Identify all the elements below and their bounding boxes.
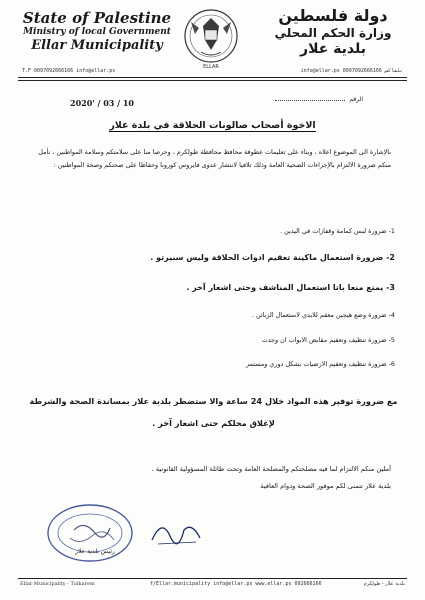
closure-warning [28, 390, 399, 434]
footer-left: Ellar Municipality - Tulkarem [20, 581, 95, 587]
reference-label: الرقم [349, 96, 363, 103]
instruction-item: 2- ضرورة استعمال ماكينة تعقيم ادوات الحلاقة وليس سبيرتو . [150, 253, 395, 262]
footer-right: بلدية علار - طولكرم [363, 581, 405, 587]
closure-warning-line1: مع ضرورة توفير هذه المواد خلال 24 ساعة والا ستضطر بلدية علار بمساندة الصحة والشرطة [29, 396, 398, 406]
letterhead-english [22, 10, 172, 53]
letterhead-municipality-en: Ellar Municipality [31, 38, 163, 53]
letterhead-ministry-ar: وزارة الحكم المحلي [274, 26, 392, 40]
signature-icon [148, 512, 208, 552]
letterhead-municipality-ar: بلدية علار [300, 41, 366, 57]
letterhead-arabic [263, 6, 403, 58]
municipality-emblem-icon [177, 6, 245, 70]
header-divider-thin [18, 80, 407, 81]
instruction-item: 3- يمنع منعا باتا استعمال المناشف وحتى اشعار آخر . [186, 283, 395, 292]
letterhead-contact-ar: info@ellar.ps 0097092666166 تلفاكس [300, 68, 403, 74]
instruction-item: 5- ضرورة تنظيف وتعقيم مقابض الابواب ان وجدت [261, 336, 395, 344]
letter-title [20, 120, 405, 131]
letter-intro: بالإشارة الى الموضوع اعلاه ، وبناء على تعليمات عطوفة محافظ محافظة طولكرم ، وحرصا منا على سلامتكم وسلامة المواطنين ، نأمل منكم ضرورة الالتزام بالإجراءات الصحية العامة وذلك تلافيا لانتشار عدوى فايروس كورونا وحفاظا على صحتكم وصحة المواطنين : [38, 148, 391, 169]
letterhead-ministry-en: Ministry of local Government [23, 27, 171, 37]
signature-title: رئيس بلدية علار [75, 548, 115, 555]
closing-line1: آملين منكم الالتزام لما فيه مصلحتكم والمصلحة العامة وتحت طائلة المسؤولية القانونية . [151, 465, 391, 473]
instruction-item: 4- ضرورة وضع هيجين معقم للايدي لاستعمال الزبائن . [251, 311, 395, 319]
letterhead-contact-en: T.F 0097092666166 info@ellar.ps [22, 68, 116, 74]
closing-line2: بلدية علار تتمنى لكم موفور الصحة ودوام العافية [260, 482, 391, 490]
instruction-item: 1- ضرورة لبس كمامة وقفازات في اليدين . [280, 227, 395, 235]
reference-blank [275, 100, 345, 101]
letterhead-state-ar: دولة فلسطين [278, 6, 388, 25]
svg-text:ELLAR: ELLAR [203, 64, 219, 70]
footer-divider [18, 578, 407, 579]
official-stamp-icon [44, 500, 136, 566]
reference-number [275, 96, 363, 103]
instruction-item: 6- ضرورة تنظيف وتعقيم الارضيات بشكل دوري ومستمر [246, 360, 395, 368]
footer-contacts: f/Ellar.municipality info@ellar.ps www.ellar.ps 092666166 [150, 581, 322, 587]
closure-warning-line2: لإغلاق محلكم حتى اشعار آخر . [152, 418, 275, 428]
letter-date: 2020' / 03 / 10 [70, 98, 134, 108]
letter-title-text: الاخوة أصحاب صالونات الحلاقة في بلدة علار [109, 120, 316, 131]
letterhead-state-en: State of Palestine [22, 9, 172, 27]
header-divider [18, 77, 407, 78]
